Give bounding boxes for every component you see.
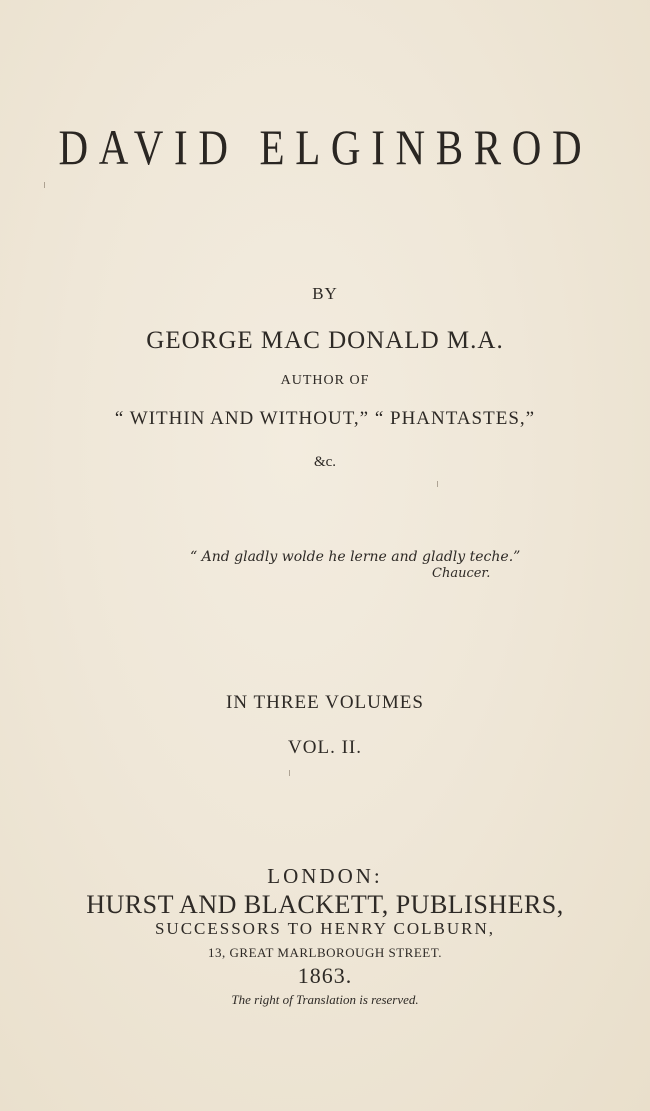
rights-notice: The right of Translation is reserved. bbox=[231, 992, 419, 1007]
publication-city: LONDON: bbox=[267, 864, 383, 888]
etc-line: &c. bbox=[313, 454, 337, 470]
book-title: DAVID ELGINBROD bbox=[58, 119, 593, 175]
volume-count: IN THREE VOLUMES bbox=[226, 692, 424, 713]
epigraph-author: Chaucer. bbox=[432, 566, 491, 581]
author-of-line: AUTHOR OF bbox=[280, 373, 370, 388]
paper-speck bbox=[437, 481, 438, 487]
publication-year: 1863. bbox=[297, 963, 353, 988]
epigraph-quote: “ And gladly wolde he lerne and gladly teche.” bbox=[190, 549, 521, 565]
previous-works: “ WITHIN AND WITHOUT,” “ PHANTASTES,” bbox=[114, 408, 536, 429]
volume-number: VOL. II. bbox=[288, 737, 362, 758]
by-line: BY bbox=[312, 284, 338, 303]
publisher-name: HURST AND BLACKETT, PUBLISHERS, bbox=[86, 890, 564, 919]
publisher-address: 13, GREAT MARLBOROUGH STREET. bbox=[208, 945, 442, 960]
paper-speck bbox=[289, 770, 290, 776]
successors-line: SUCCESSORS TO HENRY COLBURN, bbox=[154, 919, 496, 938]
paper-speck bbox=[44, 182, 45, 188]
author-name: GEORGE MAC DONALD M.A. bbox=[146, 327, 504, 354]
